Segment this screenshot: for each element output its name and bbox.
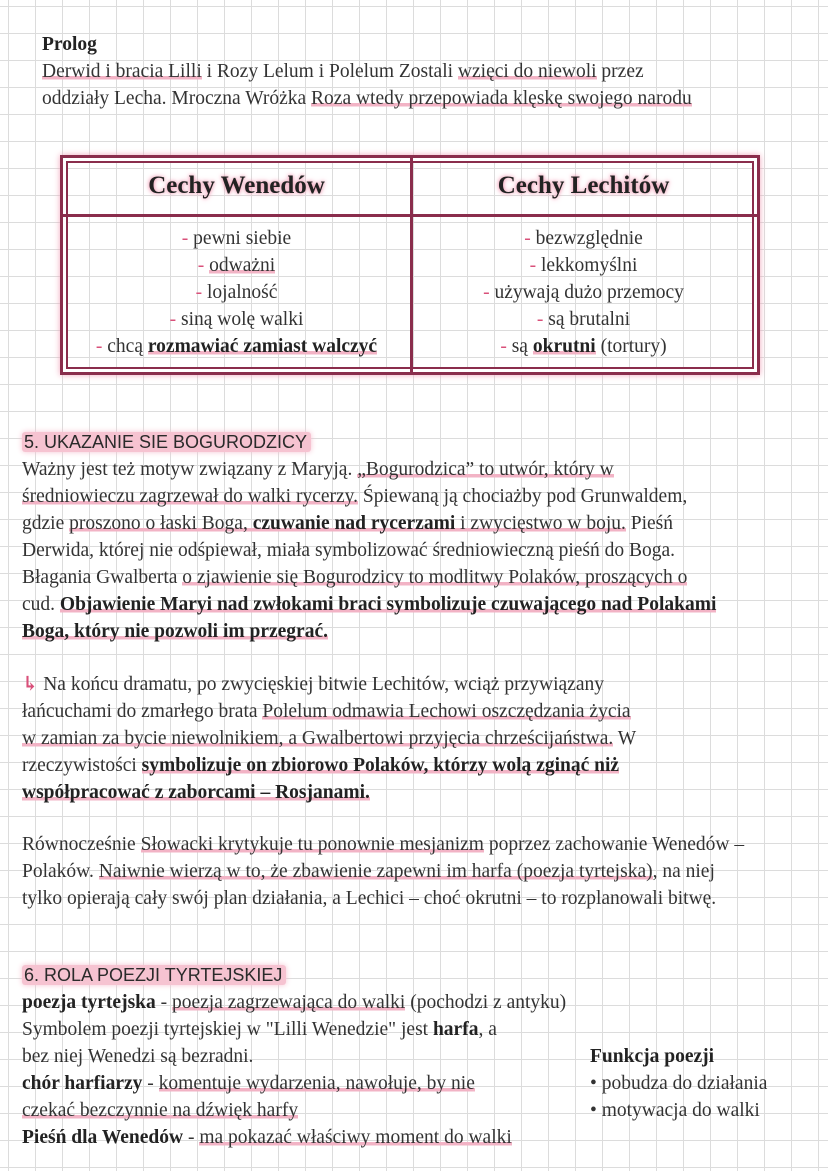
text-segment: Polaków. [22,861,99,882]
text-segment: (pochodzi z antyku) [405,992,567,1013]
arrow-icon: ↳ [22,674,39,695]
table-column-lechici [410,158,757,372]
text-line [22,456,716,483]
text-line [590,1097,767,1124]
bold-text: czuwanie nad rycerzami [252,513,456,534]
text-line [22,537,716,564]
highlighted-text: Słowacki krytykuje tu ponownie mesjanizm [140,834,484,855]
prolog-title: Prolog [42,34,97,55]
text-segment: Derwida, której nie odśpiewał, miała symbolizować średniowieczną pieśń do Boga. [22,540,676,561]
dash-marker: - [195,282,207,303]
poetry-functions [590,1043,767,1124]
highlighted-text: poezja zagrzewająca do walki [172,992,406,1013]
bold-text: Pieśń dla Wenedów [22,1127,184,1148]
highlighted-text: odważni [209,255,276,276]
text-segment: używają dużo przemocy [494,282,684,303]
text-segment: Błagania Gwalberta [22,567,183,588]
text-segment: są [511,336,533,357]
text-segment: lekkomyślni [540,255,638,276]
table-item [63,279,410,306]
bold-text: symbolizuje on zbiorowo Polaków, którzy wolą zginąć niż [141,755,620,776]
text-segment: siną wolę walki [180,309,304,330]
text-line [590,1043,767,1070]
highlighted-text: o zjawienie się Bogurodzicy to modlitwy Polaków, proszących o [182,567,688,588]
bold-text: Objawienie Maryi nad zwłokami braci symbolizuje czuwającego nad Polakami [59,594,717,615]
text-segment: W [613,728,637,749]
section-5-paragraph-3 [22,831,744,912]
text-segment: poprzez zachowanie Wenedów – [483,834,745,855]
text-line [22,779,636,806]
text-segment: • motywacja do walki [590,1100,760,1121]
text-line [42,58,692,85]
text-segment: - [155,992,172,1013]
dash-marker: - [529,255,541,276]
text-segment: (tortury) [595,336,667,357]
highlighted-text: „Bogurodzica” to utwór, który w [357,459,614,480]
text-line [22,698,636,725]
text-segment: Ważny jest też motyw związany z Maryją. [22,459,358,480]
highlighted-text: wzięci do niewoli [457,61,597,82]
highlighted-text: Derwid i bracia Lilli [42,61,202,82]
text-segment: • pobudza do działania [590,1073,768,1094]
text-line [22,1124,566,1151]
text-line [22,564,716,591]
text-line [22,831,744,858]
text-line [22,1097,566,1124]
table-header-wenedzi: Cechy Wenedów [148,172,325,199]
text-segment: - [142,1073,159,1094]
text-segment: lojalność [206,282,278,303]
prolog-section [42,31,692,112]
bold-text: współpracować z zaborcami – Rosjanami. [22,782,370,803]
text-segment: , na niej [652,861,715,882]
text-segment: tylko opierają cały swój plan działania, a Lechici – choć okrutni – to rozplanowali bitwę. [22,888,717,909]
text-segment: łańcuchami do zmarłego brata [22,701,263,722]
text-line [22,752,636,779]
text-segment: , a [478,1019,497,1040]
text-line [22,671,636,698]
section-6 [22,962,566,1151]
bold-text: Funkcja poezji [590,1046,715,1067]
highlighted-text: i zwycięstwo w boju. [455,513,626,534]
text-line [22,510,716,537]
dash-marker: - [169,309,181,330]
dash-marker: - [524,228,536,249]
table-item [63,333,410,360]
highlighted-text: Naiwnie wierzą w to, że zbawienie zapewni im harfa (poezja tyrtejska) [98,861,653,882]
text-line [22,989,566,1016]
text-line [42,85,692,112]
text-line [22,858,744,885]
bold-text: poezja tyrtejska [22,992,156,1013]
table-item [63,252,410,279]
text-segment: przez [596,61,644,82]
text-segment: chcą [107,336,148,357]
text-segment: bezwzględnie [535,228,643,249]
traits-table [60,155,760,375]
highlighted-text: Polelum odmawia Lechowi oszczędzania życia [262,701,631,722]
highlighted-text: średniowieczu zagrzewał do walki rycerzy. [22,486,359,507]
highlighted-text: Roza wtedy przepowiada klęskę swojego narodu [311,88,692,109]
highlighted-text: proszono o łaski Boga, [69,513,253,534]
text-line [22,591,716,618]
table-item [63,225,410,252]
table-item [410,279,757,306]
bold-text: Boga, który nie pozwoli im przegrać. [22,621,328,642]
text-segment: Na końcu dramatu, po zwycięskiej bitwie Lechitów, wciąż przywiązany [38,674,604,695]
section-5 [22,429,716,645]
text-segment: Śpiewaną ją chociażby pod Grunwaldem, [358,486,688,507]
dash-marker: - [500,336,512,357]
text-segment: bez niej Wenedzi są bezradni. [22,1046,254,1067]
dash-marker: - [483,282,495,303]
text-segment: - [183,1127,200,1148]
table-column-wenedzi [63,158,413,372]
bold-text: chór harfiarzy [22,1073,143,1094]
table-item [410,252,757,279]
text-line [22,1043,566,1070]
table-header-lechici: Cechy Lechitów [497,172,670,199]
highlighted-text: czekać bezczynnie na dźwięk harfy [22,1100,299,1121]
bold-text: rozmawiać zamiast walczyć [147,336,378,357]
dash-marker: - [181,228,194,249]
dash-marker: - [536,309,549,330]
text-line [22,1016,566,1043]
bold-text: okrutni [532,336,596,357]
table-item [63,306,410,333]
dash-marker: - [95,336,108,357]
text-segment: i Rozy Lelum i Polelum Zostali [201,61,458,82]
text-segment: pewni siebie [193,228,292,249]
text-segment: Symbolem poezji tyrtejskiej w "Lilli Wenedzie" jest [22,1019,433,1040]
dash-marker: - [197,255,210,276]
text-line [590,1070,767,1097]
text-segment: są brutalni [548,309,631,330]
text-segment: Równocześnie [22,834,141,855]
section-6-heading: 6. ROLA POEZJI TYRTEJSKIEJ [22,965,286,985]
highlighted-text: w zamian za bycie niewolnikiem, a Gwalbertowi przyjęcia chrześcijaństwa. [22,728,614,749]
table-item [410,225,757,252]
table-item [410,306,757,333]
text-line [22,618,716,645]
text-line [22,483,716,510]
section-5-heading: 5. UKAZANIE SIE BOGURODZICY [22,432,311,452]
bold-text: harfa [432,1019,479,1040]
text-segment: cud. [22,594,60,615]
text-line [22,885,744,912]
highlighted-text: komentuje wydarzenia, nawołuje, by nie [158,1073,475,1094]
text-segment: rzeczywistości [22,755,142,776]
text-segment: Pieśń [625,513,674,534]
section-5-paragraph-2 [22,671,636,806]
text-line [22,1070,566,1097]
text-segment: oddziały Lecha. Mroczna Wróżka [42,88,312,109]
highlighted-text: ma pokazać właściwy moment do walki [199,1127,512,1148]
text-line [22,725,636,752]
table-item [410,333,757,360]
text-segment: gdzie [22,513,70,534]
